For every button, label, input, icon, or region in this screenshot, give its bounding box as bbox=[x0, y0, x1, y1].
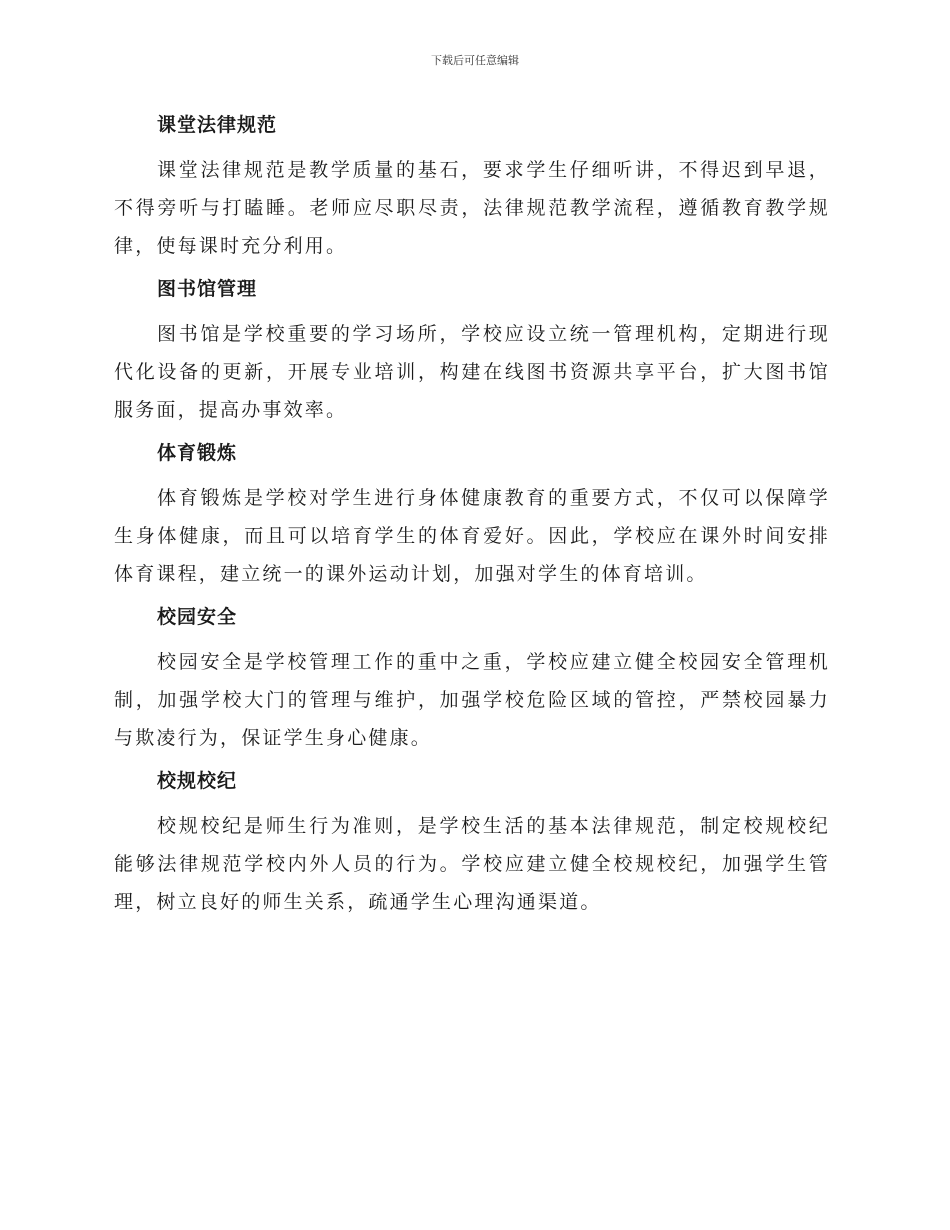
section-paragraph: 校园安全是学校管理工作的重中之重，学校应建立健全校园安全管理机制，加强学校大门的管理与维护，加强学校危险区域的管控，严禁校园暴力与欺凌行为，保证学生身心健康。 bbox=[114, 651, 830, 749]
section-paragraph: 课堂法律规范是教学质量的基石，要求学生仔细听讲，不得迟到早退，不得旁听与打瞌睡。老师应尽职尽责，法律规范教学流程，遵循教育教学规律，使每课时充分利用。 bbox=[114, 159, 830, 257]
section-sports bbox=[114, 437, 830, 593]
section-campus-safety bbox=[114, 601, 830, 757]
section-school-rules bbox=[114, 765, 830, 921]
section-paragraph: 校规校纪是师生行为准则，是学校生活的基本法律规范，制定校规校纪能够法律规范学校内外人员的行为。学校应建立健全校规校纪，加强学生管理，树立良好的师生关系，疏通学生心理沟通渠道。 bbox=[114, 815, 830, 913]
section-paragraph: 图书馆是学校重要的学习场所，学校应设立统一管理机构，定期进行现代化设备的更新，开展专业培训，构建在线图书资源共享平台，扩大图书馆服务面，提高办事效率。 bbox=[114, 323, 830, 421]
section-heading: 课堂法律规范 bbox=[157, 114, 278, 136]
page-header: 下载后可任意编辑 bbox=[431, 54, 519, 67]
section-heading: 体育锻炼 bbox=[157, 442, 238, 464]
document-body bbox=[114, 109, 830, 929]
section-library bbox=[114, 273, 830, 429]
section-heading: 校规校纪 bbox=[157, 770, 238, 792]
section-classroom bbox=[114, 109, 830, 265]
section-heading: 图书馆管理 bbox=[157, 278, 258, 300]
section-paragraph: 体育锻炼是学校对学生进行身体健康教育的重要方式，不仅可以保障学生身体健康，而且可以培育学生的体育爱好。因此，学校应在课外时间安排体育课程，建立统一的课外运动计划，加强对学生的体育培训。 bbox=[114, 487, 830, 585]
section-heading: 校园安全 bbox=[157, 606, 238, 628]
